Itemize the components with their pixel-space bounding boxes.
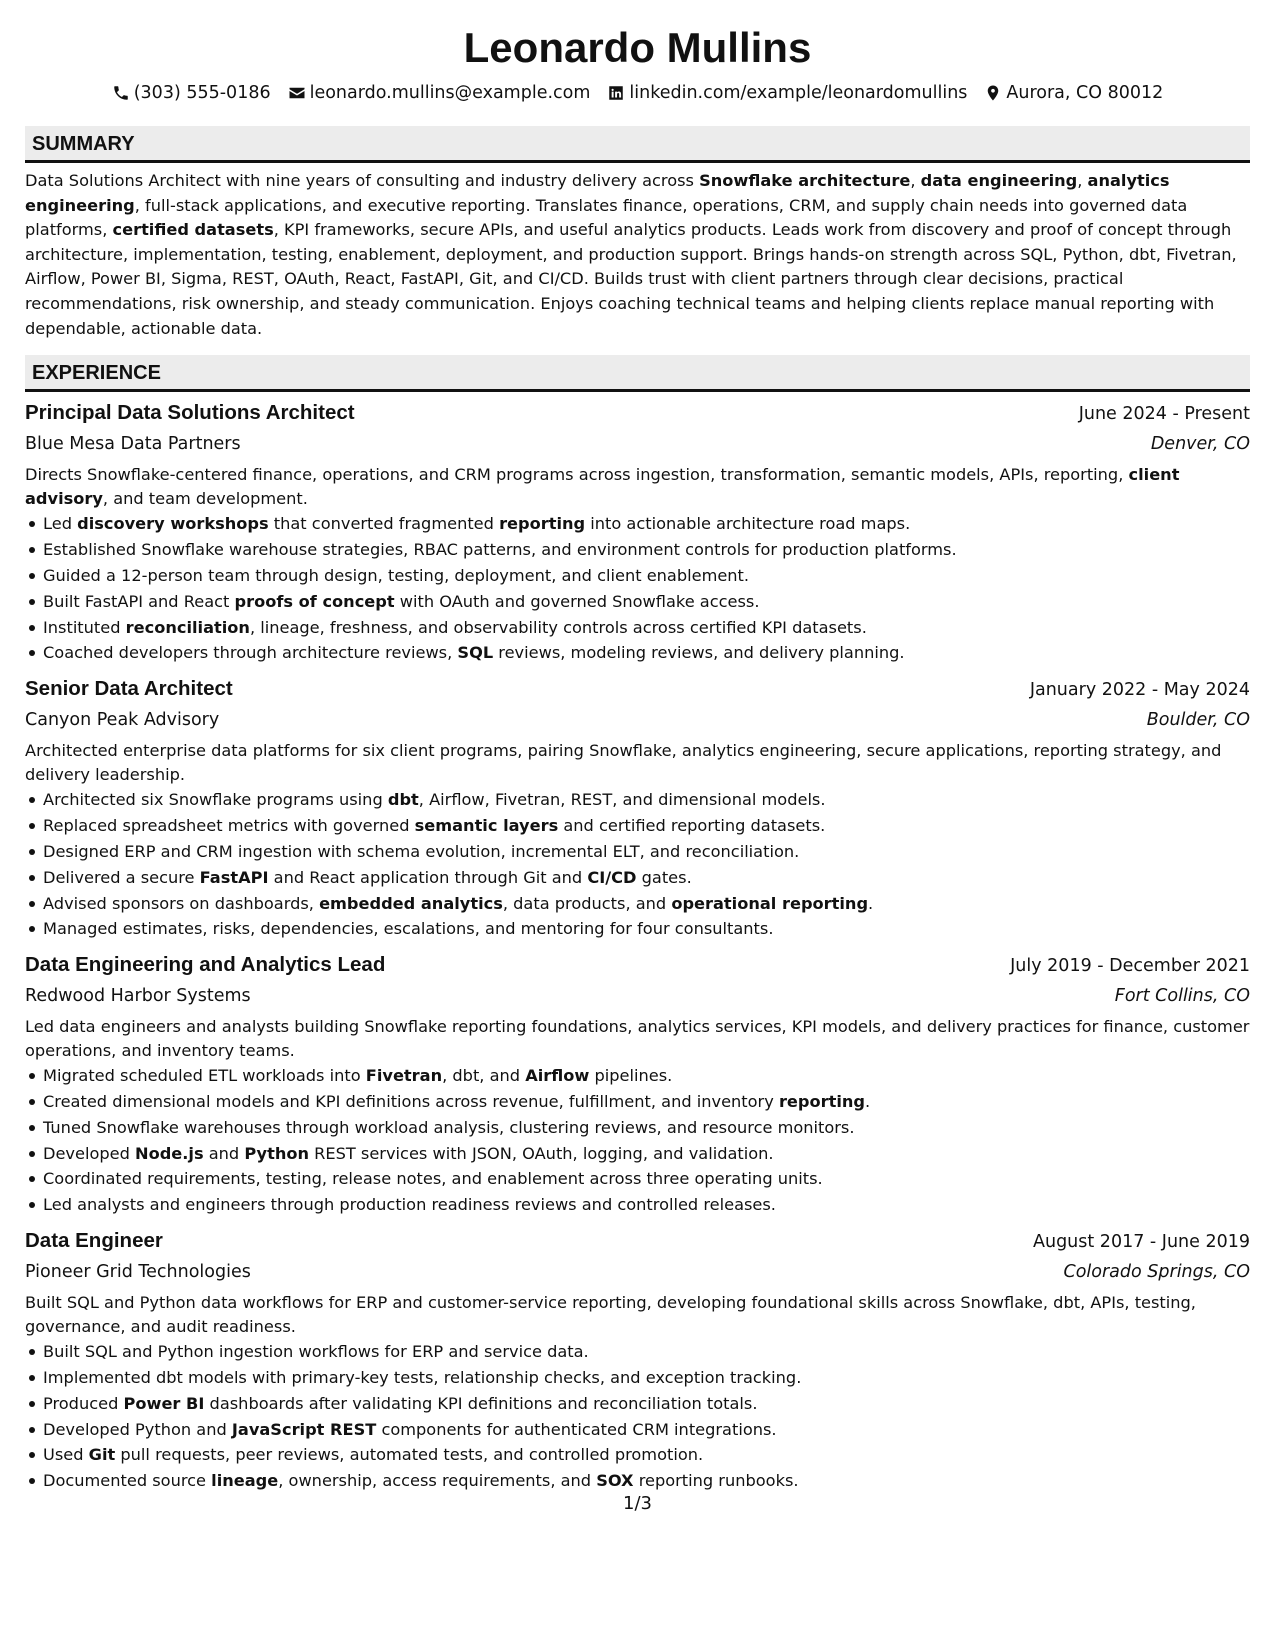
bullet-item: Instituted reconciliation, lineage, freshness, and observability controls across certified KPI datasets. xyxy=(43,615,1250,641)
bullet-item: Coordinated requirements, testing, release notes, and enablement across three operating units. xyxy=(43,1166,1250,1192)
contact-location xyxy=(984,80,1163,106)
job-description: Architected enterprise data platforms for six client programs, pairing Snowflake, analytics engineering, secure applications, reporting strategy, and delivery leadership. xyxy=(25,741,1222,784)
experience-list xyxy=(25,398,1250,1494)
bullet-item: Built SQL and Python ingestion workflows for ERP and service data. xyxy=(43,1339,1250,1365)
summary-text: Data Solutions Architect with nine years of consulting and industry delivery across Snowflake architecture, data engineering, analytics engineering, full-stack applications, and executive reporting. Translates finance, operations, CRM, and supply chain needs into governed data platforms, certified datasets, KPI frameworks, secure APIs, and useful analytics products. Leads work from discovery and proof of concept through architecture, implementation, testing, enablement, deployment, and production support. Brings hands-on strength across SQL, Python, dbt, Fivetran, Airflow, Power BI, Sigma, REST, OAuth, React, FastAPI, Git, and CI/CD. Builds trust with client partners through clear decisions, practical recommendations, risk ownership, and steady communication. Enjoys coaching technical teams and helping clients replace manual reporting with dependable, actionable data. xyxy=(25,171,1237,338)
bullet-item: Coached developers through architecture reviews, SQL reviews, modeling reviews, and delivery planning. xyxy=(43,640,1250,666)
contact-email[interactable] xyxy=(288,80,591,106)
job-title: Senior Data Architect xyxy=(25,677,233,701)
bullet-item: Established Snowflake warehouse strategies, RBAC patterns, and environment controls for production platforms. xyxy=(43,537,1250,563)
job-dates: July 2019 - December 2021 xyxy=(1010,956,1250,977)
phone-text: (303) 555-0186 xyxy=(133,83,271,103)
bullet-item: Built FastAPI and React proofs of concept with OAuth and governed Snowflake access. xyxy=(43,589,1250,615)
job-description: Directs Snowflake-centered finance, operations, and CRM programs across ingestion, transformation, semantic models, APIs, reporting, client advisory, and team development. xyxy=(25,465,1180,508)
bullet-item: Developed Python and JavaScript REST components for authenticated CRM integrations. xyxy=(43,1417,1250,1443)
bullet-item: Designed ERP and CRM ingestion with schema evolution, incremental ELT, and reconciliation. xyxy=(43,839,1250,865)
job-location: Boulder, CO xyxy=(1146,710,1250,731)
job-entry xyxy=(25,950,1250,1218)
bullet-item: Developed Node.js and Python REST services with JSON, OAuth, logging, and validation. xyxy=(43,1141,1250,1167)
contact-phone xyxy=(112,80,271,106)
bullet-item: Tuned Snowflake warehouses through workload analysis, clustering reviews, and resource monitors. xyxy=(43,1115,1250,1141)
job-location: Fort Collins, CO xyxy=(1114,986,1250,1007)
page-number: 1/3 xyxy=(623,1493,652,1514)
bullet-item: Produced Power BI dashboards after validating KPI definitions and reconciliation totals. xyxy=(43,1391,1250,1417)
email-link[interactable]: leonardo.mullins@example.com xyxy=(309,83,591,103)
job-description: Led data engineers and analysts building Snowflake reporting foundations, analytics services, KPI models, and delivery practices for finance, customer operations, and inventory teams. xyxy=(25,1017,1250,1060)
job-location: Denver, CO xyxy=(1150,434,1250,455)
job-title: Principal Data Solutions Architect xyxy=(25,401,355,425)
bullet-item: Documented source lineage, ownership, access requirements, and SOX reporting runbooks. xyxy=(43,1468,1250,1494)
bullet-item: Architected six Snowflake programs using dbt, Airflow, Fivetran, REST, and dimensional models. xyxy=(43,787,1250,813)
job-bullets xyxy=(25,1063,1250,1218)
job-company: Redwood Harbor Systems xyxy=(25,986,251,1007)
job-entry xyxy=(25,674,1250,942)
job-dates: August 2017 - June 2019 xyxy=(1033,1232,1250,1253)
contact-bar xyxy=(25,80,1250,106)
bullet-item: Advised sponsors on dashboards, embedded analytics, data products, and operational reporting. xyxy=(43,891,1250,917)
job-bullets xyxy=(25,511,1250,666)
bullet-item: Led discovery workshops that converted fragmented reporting into actionable architecture road maps. xyxy=(43,511,1250,537)
envelope-icon xyxy=(288,84,306,102)
bullet-item: Delivered a secure FastAPI and React application through Git and CI/CD gates. xyxy=(43,865,1250,891)
job-company: Blue Mesa Data Partners xyxy=(25,434,241,455)
job-dates: June 2024 - Present xyxy=(1078,404,1250,425)
section-heading-summary: SUMMARY xyxy=(25,126,1250,163)
bullet-item: Implemented dbt models with primary-key tests, relationship checks, and exception tracking. xyxy=(43,1365,1250,1391)
bullet-item: Migrated scheduled ETL workloads into Fivetran, dbt, and Airflow pipelines. xyxy=(43,1063,1250,1089)
contact-linkedin[interactable] xyxy=(607,80,967,106)
job-title: Data Engineering and Analytics Lead xyxy=(25,953,386,977)
job-title: Data Engineer xyxy=(25,1229,163,1253)
location-text: Aurora, CO 80012 xyxy=(1006,83,1164,103)
bullet-item: Managed estimates, risks, dependencies, escalations, and mentoring for four consultants. xyxy=(43,916,1250,942)
job-dates: January 2022 - May 2024 xyxy=(1029,680,1250,701)
bullet-item: Used Git pull requests, peer reviews, automated tests, and controlled promotion. xyxy=(43,1442,1250,1468)
job-location: Colorado Springs, CO xyxy=(1063,1262,1250,1283)
candidate-name: Leonardo Mullins xyxy=(463,24,812,71)
map-pin-icon xyxy=(984,84,1002,102)
job-description: Built SQL and Python data workflows for ERP and customer-service reporting, developing foundational skills across Snowflake, dbt, APIs, testing, governance, and audit readiness. xyxy=(25,1293,1196,1336)
phone-icon xyxy=(112,84,130,102)
job-entry xyxy=(25,1226,1250,1494)
bullet-item: Led analysts and engineers through production readiness reviews and controlled releases. xyxy=(43,1192,1250,1218)
linkedin-link[interactable]: linkedin.com/example/leonardomullins xyxy=(629,83,968,103)
section-heading-experience: EXPERIENCE xyxy=(25,355,1250,392)
job-bullets xyxy=(25,787,1250,942)
job-bullets xyxy=(25,1339,1250,1494)
job-entry xyxy=(25,398,1250,666)
job-company: Pioneer Grid Technologies xyxy=(25,1262,251,1283)
job-company: Canyon Peak Advisory xyxy=(25,710,220,731)
bullet-item: Replaced spreadsheet metrics with governed semantic layers and certified reporting datasets. xyxy=(43,813,1250,839)
bullet-item: Created dimensional models and KPI definitions across revenue, fulfillment, and inventory reporting. xyxy=(43,1089,1250,1115)
linkedin-icon xyxy=(607,84,625,102)
bullet-item: Guided a 12-person team through design, testing, deployment, and client enablement. xyxy=(43,563,1250,589)
